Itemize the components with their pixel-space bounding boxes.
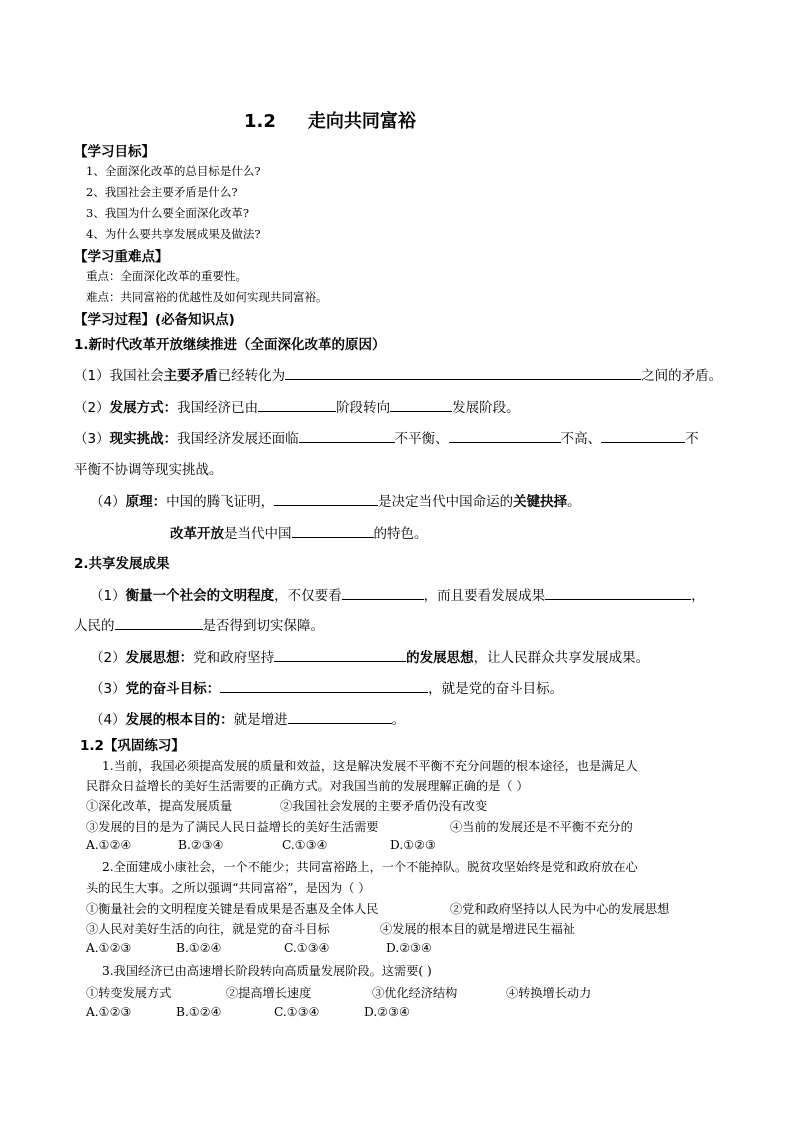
objective-item: 4、为什么要共享发展成果及做法? (86, 227, 261, 241)
q1-stem-line2: 民群众日益增长的美好生活需要的正确方式。对我国当前的发展理解正确的是（ ） (86, 779, 529, 793)
q2-option: ①衡量社会的文明程度关键是看成果是否惠及全体人民 (86, 902, 379, 916)
bold-term: 改革开放 (170, 526, 224, 542)
text: 我国经济发展还面临 (177, 431, 299, 447)
q2-choice-d[interactable]: D.②③④ (386, 941, 432, 955)
bold-term: 的发展思想 (406, 650, 474, 666)
q3-choice-d[interactable]: D.②③④ (364, 1005, 410, 1019)
text: 不高、 (560, 431, 602, 447)
bold-term: 发展方式： (109, 400, 178, 416)
fill-blank[interactable] (220, 678, 428, 693)
q3-option: ①转变发展方式 (86, 986, 172, 1000)
q1-option: ①深化改革，提高发展质量 (86, 799, 233, 813)
fill-blank[interactable] (449, 428, 561, 443)
fill-blank[interactable] (299, 428, 395, 443)
s2-line-4 (90, 708, 405, 728)
text: 。 (391, 712, 406, 728)
objectives-header: 【学习目标】 (74, 144, 155, 160)
bold-term: 现实挑战： (109, 431, 178, 447)
text: 我国经济已由 (177, 400, 259, 416)
bold-term: 党的奋斗目标： (125, 681, 221, 697)
keypoints-header: 【学习重难点】 (74, 249, 169, 265)
title-number: 1.2 (244, 111, 276, 132)
text: 阶段转向 (336, 400, 391, 416)
s2-line-1b (74, 614, 324, 634)
fill-blank[interactable] (274, 491, 378, 506)
bold-term: 关键抉择 (513, 494, 568, 510)
q3-option: ④转换增长动力 (506, 986, 592, 1000)
text: 是否得到切实保障。 (202, 618, 324, 634)
text: （3） (74, 431, 110, 447)
fill-blank[interactable] (115, 615, 203, 630)
text: （1）我国社会 (74, 368, 164, 384)
s1-line-3 (74, 427, 699, 447)
text: 中国的腾飞证明， (166, 494, 275, 510)
text: ，让人民群众共享发展成果。 (473, 650, 650, 666)
objective-item: 3、我国为什么要全面深化改革? (86, 206, 249, 220)
bold-term: 原理： (125, 494, 167, 510)
difficult-point: 难点：共同富裕的优越性及如何实现共同富裕。 (86, 290, 328, 304)
process-subtitle: (必备知识点) (155, 312, 235, 328)
section-heading: 2.共享发展成果 (74, 556, 170, 572)
text: 党和政府坚持 (193, 650, 275, 666)
q3-option: ③优化经济结构 (372, 986, 458, 1000)
q1-option: ③发展的目的是为了满民人民日益增长的美好生活需要 (86, 820, 379, 834)
text: 人民的 (74, 618, 115, 634)
text: （4） (90, 712, 126, 728)
s1-line-4 (90, 490, 581, 510)
q1-choice-d[interactable]: D.①②③ (390, 838, 436, 852)
s1-line-1 (74, 364, 722, 384)
bold-term: 衡量一个社会的文明程度 (125, 588, 275, 604)
q1-choice-a[interactable]: A.①②④ (86, 838, 132, 852)
q1-option: ②我国社会发展的主要矛盾仍没有改变 (280, 799, 488, 813)
s2-line-2 (90, 646, 649, 666)
important-point: 重点：全面深化改革的重要性。 (86, 269, 247, 283)
fill-blank[interactable] (274, 647, 406, 662)
fill-blank[interactable] (390, 397, 452, 412)
fill-blank[interactable] (288, 709, 392, 724)
q2-option: ④发展的根本目的就是增进民生福祉 (380, 922, 575, 936)
s1-line-5 (170, 522, 428, 542)
q1-option: ④当前的发展还是不平衡不充分的 (450, 820, 633, 834)
text: （3） (90, 681, 126, 697)
text: ，就是党的奋斗目标。 (428, 681, 564, 697)
q3-choice-b[interactable]: B.①②④ (176, 1005, 222, 1019)
text: 已经转化为 (217, 368, 286, 384)
text: 。 (567, 494, 581, 510)
text: （4） (90, 494, 126, 510)
q3-choice-c[interactable]: C.①③④ (274, 1005, 320, 1019)
q3-stem: 3.我国经济已由高速增长阶段转向高质量发展阶段。这需要( ) (102, 964, 432, 978)
s1-line-2 (74, 396, 520, 416)
text: （1） (90, 588, 126, 604)
q2-stem-line2: 头的民生大事。之所以强调“共同富裕”，是因为（ ） (86, 881, 371, 895)
text: 不 (685, 431, 699, 447)
s1-line-3b: 平衡不协调等现实挑战。 (74, 462, 223, 478)
text: （2） (74, 400, 110, 416)
text: 就是增进 (233, 712, 288, 728)
bold-term: 主要矛盾 (163, 368, 218, 384)
process-title: 【学习过程】 (74, 312, 155, 328)
q1-choice-c[interactable]: C.①③④ (282, 838, 328, 852)
q3-option: ②提高增长速度 (226, 986, 312, 1000)
process-header (74, 308, 235, 328)
q1-stem-line1: 1.当前，我国必须提高发展的质量和效益，这是解决发展不平衡不充分问题的根本途径，也是满足人 (102, 759, 638, 773)
text: 发展阶段。 (452, 400, 520, 416)
q2-stem-line1: 2.全面建成小康社会，一个不能少；共同富裕路上，一个不能掉队。脱贫攻坚始终是党和政府放在心 (102, 860, 638, 874)
fill-blank[interactable] (285, 365, 641, 380)
q2-option: ②党和政府坚持以人民为中心的发展思想 (450, 902, 670, 916)
q1-choice-b[interactable]: B.②③④ (178, 838, 224, 852)
section-heading: 1.新时代改革开放继续推进（全面深化改革的原因） (74, 337, 386, 353)
text: 不平衡、 (394, 431, 449, 447)
fill-blank[interactable] (601, 428, 685, 443)
q3-choice-a[interactable]: A.①②③ (86, 1005, 132, 1019)
q2-choice-a[interactable]: A.①②③ (86, 941, 132, 955)
s2-line-1 (90, 584, 705, 604)
fill-blank[interactable] (258, 397, 336, 412)
q2-option: ③人民对美好生活的向往，就是党的奋斗目标 (86, 922, 330, 936)
q2-choice-c[interactable]: C.①③④ (284, 941, 330, 955)
text: 是决定当代中国命运的 (378, 494, 514, 510)
text: ， (691, 588, 705, 604)
text: 是当代中国 (224, 526, 292, 542)
q2-choice-b[interactable]: B.①②④ (176, 941, 222, 955)
objective-item: 1、全面深化改革的总目标是什么? (86, 164, 261, 178)
objective-item: 2、我国社会主要矛盾是什么? (86, 185, 238, 199)
s2-line-3 (90, 677, 563, 697)
practice-header: 1.2【巩固练习】 (80, 738, 185, 754)
text: ，而且要看发展成果 (423, 588, 546, 604)
bold-term: 发展思想： (125, 650, 194, 666)
text: （2） (90, 650, 126, 666)
fill-blank[interactable] (342, 585, 424, 600)
page-title (244, 107, 416, 133)
fill-blank[interactable] (292, 523, 374, 538)
text: 的特色。 (373, 526, 428, 542)
fill-blank[interactable] (545, 585, 691, 600)
text: ，不仅要看 (274, 588, 342, 604)
title-text: 走向共同富裕 (307, 111, 416, 132)
text: 之间的矛盾。 (641, 368, 723, 384)
bold-term: 发展的根本目的： (125, 712, 234, 728)
